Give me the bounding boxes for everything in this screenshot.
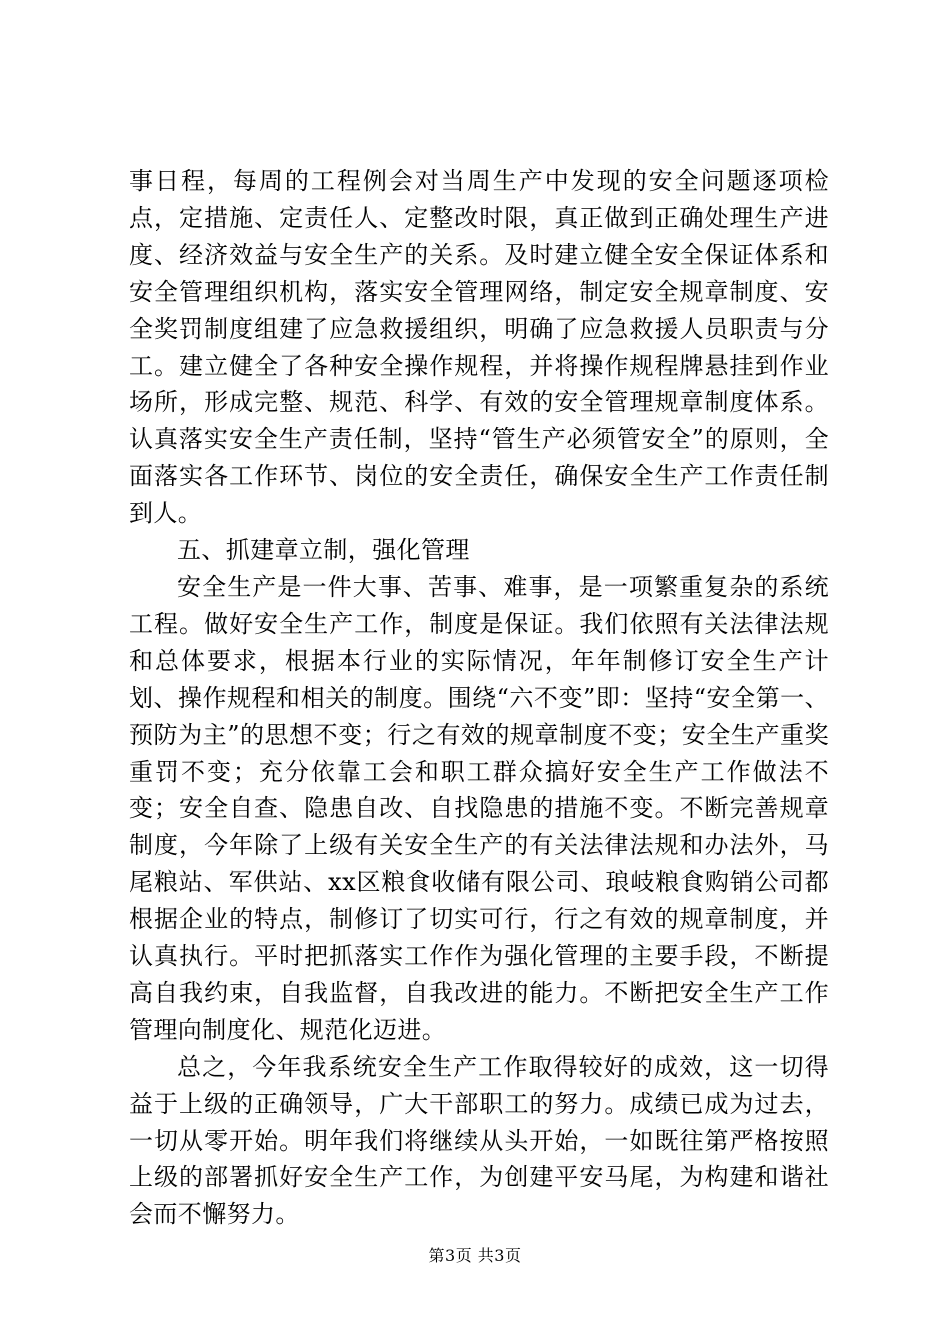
- paragraph-conclusion: 总之，今年我系统安全生产工作取得较好的成效，这一切得益于上级的正确领导，广大干部职工的努力。成绩已成为过去，一切从零开始。明年我们将继续从头开始，一如既往第严格按照上级的部署抓好安全生产工作，为创建平安马尾，为构建和谐社会而不懈努力。: [129, 1052, 829, 1229]
- paragraph-rules-management: 安全生产是一件大事、苦事、难事，是一项繁重复杂的系统工程。做好安全生产工作，制度是保证。我们依照有关法律法规和总体要求，根据本行业的实际情况，年年制修订安全生产计划、操作规程和相关的制度。围绕“六不变”即：坚持“安全第一、预防为主”的思想不变；行之有效的规章制度不变；安全生产重奖重罚不变；充分依靠工会和职工群众搞好安全生产工作做法不变；安全自查、隐患自改、自找隐患的措施不变。不断完善规章制度，今年除了上级有关安全生产的有关法律法规和办法外，马尾粮站、军供站、xx区粮食收储有限公司、琅岐粮食购销公司都根据企业的特点，制修订了切实可行，行之有效的规章制度，并认真执行。平时把抓落实工作作为强化管理的主要手段，不断提高自我约束，自我监督，自我改进的能力。不断把安全生产工作管理向制度化、规范化迈进。: [129, 572, 829, 1044]
- document-body: [129, 163, 829, 1233]
- page-number-footer: 第3页 共3页: [428, 1246, 522, 1265]
- paragraph-continuation: 事日程，每周的工程例会对当周生产中发现的安全问题逐项检点，定措施、定责任人、定整改时限，真正做到正确处理生产进度、经济效益与安全生产的关系。及时建立健全安全保证体系和安全管理组织机构，落实安全管理网络，制定安全规章制度、安全奖罚制度组建了应急救援组织，明确了应急救援人员职责与分工。建立健全了各种安全操作规程，并将操作规程牌悬挂到作业场所，形成完整、规范、科学、有效的安全管理规章制度体系。认真落实安全生产责任制，坚持“管生产必须管安全”的原则，全面落实各工作环节、岗位的安全责任，确保安全生产工作责任制到人。: [129, 167, 829, 528]
- section-heading-five: 五、抓建章立制，强化管理: [177, 536, 470, 565]
